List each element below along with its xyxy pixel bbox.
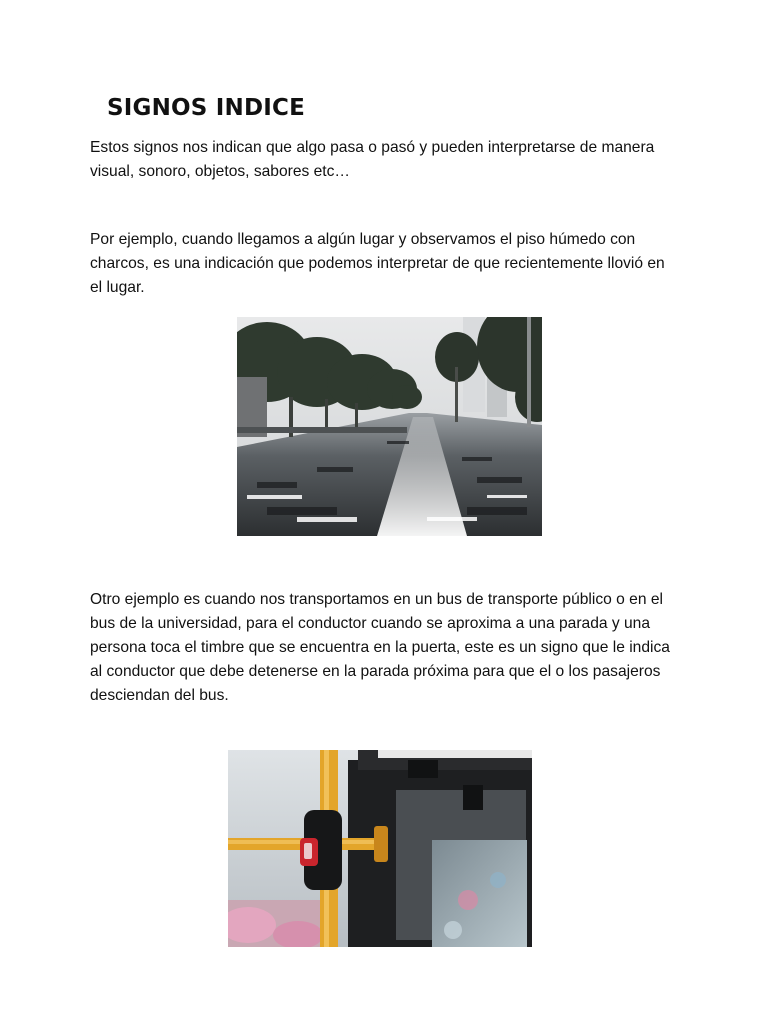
paragraph-intro: Estos signos nos indican que algo pasa o pasó y pueden interpretarse de manera visual, sonoro, objetos, sabores etc… (90, 139, 655, 180)
wet-street-photo (237, 317, 542, 536)
page-title: SIGNOS INDICE (107, 95, 306, 121)
paragraph-example-bus: Otro ejemplo es cuando nos transportamos en un bus de transporte público o en el bus de la universidad, para el conductor cuando se aproxima a una parada y una persona toca el timbre que se encuentra en la puerta, este es un signo que le indica al conductor que debe detenerse en la parada próxima para que el o los pasajeros desciendan del bus. (90, 591, 670, 704)
bus-stop-button-photo (228, 750, 532, 947)
paragraph-example-rain: Por ejemplo, cuando llegamos a algún lugar y observamos el piso húmedo con charcos, es una indicación que podemos interpretar de que recientemente llovió en el lugar. (90, 231, 665, 296)
